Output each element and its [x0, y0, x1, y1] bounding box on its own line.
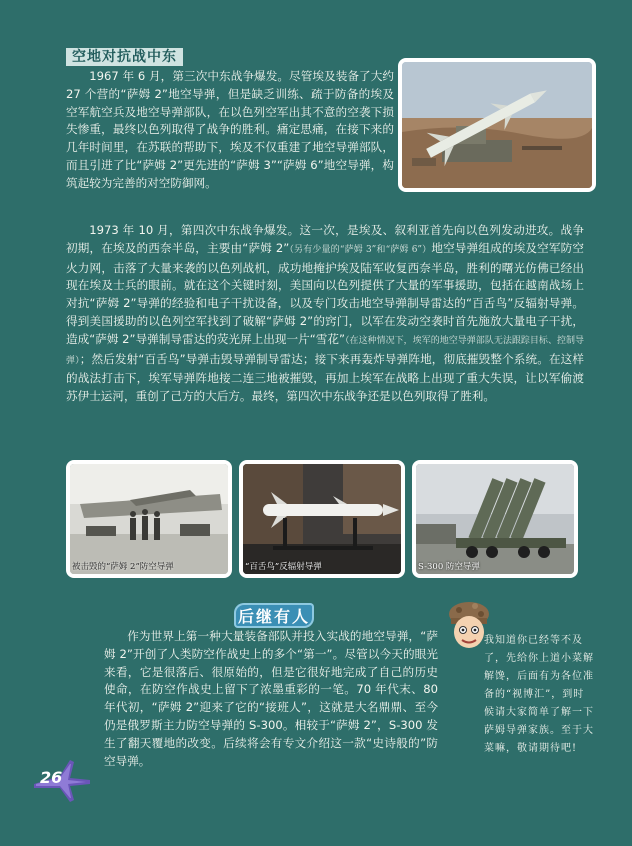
photo-sam2-launcher	[398, 58, 596, 192]
caption-photo3: S-300 防空导弹	[418, 562, 480, 572]
page-number: 26	[40, 768, 63, 787]
photo-s300	[412, 460, 578, 578]
section-title-mideast: 空地对抗战中东	[66, 48, 183, 66]
photo-shrike-missile	[239, 460, 405, 578]
side-note-text: 我知道你已经等不及了，先给你上道小菜解解馋，后面有为各位准备的“视博汇”，到时候请大家简单了解一下萨姆导弹家族。至于大菜嘛，敬请期待吧!	[484, 635, 594, 754]
caption-photo1: 被击毁的“萨姆 2”防空导弹	[72, 562, 174, 572]
caption-photo2: “百舌鸟”反辐射导弹	[245, 562, 322, 572]
paragraph-successor: 作为世界上第一种大量装备部队并投入实战的地空导弹，“萨姆 2”开创了人类防空作战史上的多个“第一”。尽管以今天的眼光来看，它是很落后、很原始的，但是它很好地完成了自己的历史使命，在防空作战史上留下了浓墨重彩的一笔。70 年代末、80 年代初，“萨姆 2”迎来了它的“接班人”，这就是大名鼎鼎、至今仍是俄罗斯主力防空导弹的 S-300。相较于“萨姆 2”，S-300 发生了翻天覆地的改变。后续将会有专文介绍这一款“史诗般的”防空导弹。	[104, 629, 438, 768]
para-note-2: （在这种情况下，埃军的地空导弹部队无法跟踪目标、控制导弹）	[66, 335, 584, 366]
para-text-a: 1973 年 10 月，第四次中东战争爆发。这一次，是埃及、叙利亚首先向以色列发动进攻。战争初期，在埃及的西奈半岛，主要由“萨姆 2”	[66, 223, 584, 255]
photo-destroyed-sam2	[66, 460, 232, 578]
paragraph-1973-war	[66, 222, 584, 406]
section-title-successor: 后继有人	[234, 603, 314, 628]
para-note-1: （另有少量的“萨姆 3”和“萨姆 6”）	[289, 244, 432, 255]
para-text-c: ；然后发射“百舌鸟”导弹击毁导弹制导雷达；接下来再轰炸导弹阵地，彻底摧毁整个系统。在这样的战法打击下，埃军导弹阵地接二连三地被摧毁，再加上埃军在战略上出现了重大失误，让以军偷渡苏伊士运河，重创了己方的大后方。最终，第四次中东战争还是以色列取得了胜利。	[66, 351, 584, 404]
paragraph-1967-war: 1967 年 6 月，第三次中东战争爆发。尽管埃及装备了大约 27 个营的“萨姆 2”地空导弹，但是缺乏训练、疏于防备的埃及空军航空兵及地空导弹部队，在以色列空军出其不意的空袭下损失惨重，最终以色列取得了战争的胜利。痛定思痛，在接下来的几年时间里，在苏联的帮助下，埃及不仅重建了地空导弹部队，而且引进了比“萨姆 2”更先进的“萨姆 3”“萨姆 6”地空导弹，构筑起较为完善的对空防御网。	[66, 69, 394, 190]
para-text-b: 地空导弹组成的埃及空军防空火力网，击落了大量来袭的以色列战机，成功地掩护埃及陆军收复西奈半岛，胜利的曙光仿佛已经出现在埃及士兵的眼前。就在这个关键时刻，美国向以色列提供了大量的军事援助，包括在越南战场上对抗“萨姆 2”导弹的经验和电子干扰设备，以及专门攻击地空导弹制导雷达的“百舌鸟”反辐射导弹。得到美国援助的以色列空军找到了破解“萨姆 2”的窍门，以军在发动空袭时首先施放大量电子干扰，造成“萨姆 2”导弹制导雷达的荧光屏上出现一片“雪花”	[66, 240, 584, 346]
page-number-badge	[30, 758, 94, 804]
